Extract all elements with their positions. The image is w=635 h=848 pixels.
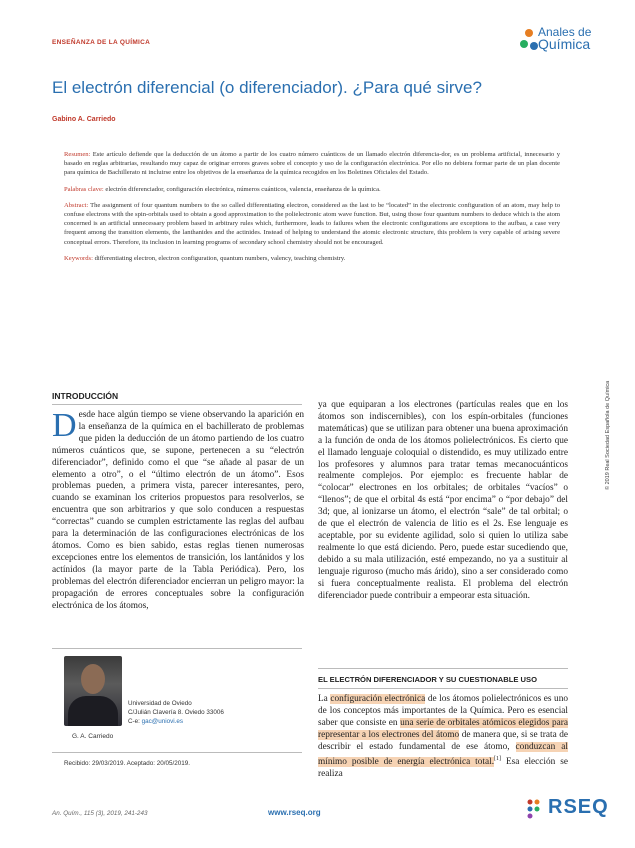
- author-box-divider: [52, 752, 302, 753]
- highlight-configuracion: configuración electrónica: [330, 694, 426, 704]
- highlight-energia: conduzcan al mínimo posible de energía electrónica total.: [318, 741, 568, 767]
- resumen-paragraph: [64, 150, 560, 178]
- anales-logo: [520, 24, 612, 60]
- received-dates: Recibido: 29/03/2019. Aceptado: 20/05/2019.: [64, 760, 191, 767]
- section2-heading: EL ELECTRÓN DIFERENCIADOR Y SU CUESTIONABLE USO: [318, 675, 537, 684]
- resumen-label: Resumen:: [64, 151, 91, 158]
- section2-text-3: de manera que, si se trata de describir el estado fundamental de ese átomo,: [318, 729, 568, 752]
- keywords-label: Keywords:: [64, 254, 93, 262]
- logo-text: [538, 26, 591, 50]
- section2-text-1: La: [318, 694, 328, 704]
- left-column: [52, 407, 304, 612]
- intro-paragraph: [52, 407, 304, 612]
- abstract-text: The assignment of four quantum numbers to the so called differentiating electron, considered as the last to be “located” in the electronic configuration of an atom, may help to confuse electrons with the spin-orbitals used to obtain a good approximation to the polielectronic atom wave function. But, using those four quantum numbers to deduce which is the atom concerned is an artificial unnecessary problem based in arbitrary rules which, furthermore, leads to failures when the electronic configurations are exceptions to the aufbau, a case very frequent among the transition elements, the lanthanides and the actinides. Instead of helping to understand the atomic electronic structure, this problem is very capable of arising severe conceptual errors. Therefore, its inclusion in learning programs of secondary school chemistry should not be encouraged.: [64, 201, 560, 246]
- drop-cap: D: [52, 407, 77, 444]
- keywords-paragraph: [64, 254, 560, 263]
- author-photo: [64, 656, 122, 726]
- article-title: El electrón diferencial (o diferenciador). ¿Para qué sirve?: [52, 78, 482, 97]
- section2-text-4: Esa elección se realiza: [318, 756, 568, 779]
- email-link[interactable]: gac@uniovi.es: [141, 717, 184, 725]
- keywords-text: differentiating electron, electron configuration, quantum numbers, valency, teaching chemistry.: [94, 254, 346, 262]
- section2-text-2: de los átomos polielectrónicos es uno de los conceptos más importantes de la Química. Pero es esencial saber que consiste en: [318, 694, 568, 728]
- article-author: Gabino A. Carriedo: [52, 116, 116, 123]
- highlight-orbitales: una serie de orbitales atómicos elegidos para representar a los electrones del átomo: [318, 717, 568, 740]
- section2-divider: [318, 688, 568, 689]
- author-box-divider-top: [52, 648, 302, 649]
- palabras-label: Palabras clave:: [64, 185, 104, 193]
- logo-line2: Química: [538, 36, 591, 52]
- rseq-text: RSEQ: [548, 796, 609, 818]
- section-tag: ENSEÑANZA DE LA QUÍMICA: [52, 39, 151, 46]
- molecule-icon: [520, 28, 538, 54]
- abstract-paragraph: [64, 201, 560, 247]
- author-affiliation: [128, 700, 224, 726]
- right-column: [318, 400, 568, 602]
- abstract-block: [64, 150, 560, 270]
- intro-heading: INTRODUCCIÓN: [52, 391, 119, 401]
- copyright-vertical: © 2019 Real Sociedad Española de Química: [605, 380, 611, 490]
- affiliation-email-line: [128, 718, 224, 727]
- affiliation-line2: C/Julián Clavería 8. Oviedo 33006: [128, 708, 224, 716]
- intro-left-text: esde hace algún tiempo se viene observando la aparición en la enseñanza de la química en el bachillerato de problemas que piden la deducción de un átomo partiendo de los cuatro números cuánticos que, se supone, pertenecen a su “electrón diferenciador”, definido como el que “se añade al pasar de un elemento a otro”, o el “último electrón de un átomo”. Esos problemas pueden, a primera vista, parecer interesantes, pero, cuando se examinan los criterios propuestos para resolverlos, se encuentra que son arbitrarios y que solo conducen a respuestas “correctas” cuando se cumplen estrictamente las reglas del aufbau para la determinación de las configuraciones electrónicas de los átomos. Como es bien sabido, estas reglas tienen numerosas excepciones entre los elementos de transición, los lantánidos y los actínidos (la mayor parte de la Tabla Periódica). Pero, los problemas del electrón diferenciador encierran un peligro mayor: la propagación de errores conceptuales sobre la configuración electrónica de los átomos,: [52, 410, 304, 611]
- section2-paragraph: [318, 694, 568, 780]
- intro-divider: [52, 404, 302, 405]
- section2-divider-top: [318, 668, 568, 669]
- section2-body: [318, 694, 568, 780]
- rseq-dots-icon: [526, 798, 548, 820]
- rseq-logo: [526, 796, 609, 830]
- resumen-text: Este artículo defiende que la deducción de un átomo a partir de los cuatro número cuánticos de un llamado electrón diferencia-dor, es un problema artificial, innecesario y basado en reglas arbitrarias, resultando muy capaz de originar errores graves sobre el concepto y uso de la configuración electrónica. Por ello no debiera formar parte de un plan docente para química de Bachillerato ni incluirse entre los objetivos de la enseñanza de la química recogidos en los Boletines Oficiales del Estado.: [64, 151, 560, 177]
- affiliation-line1: Universidad de Oviedo: [128, 700, 192, 707]
- photo-caption: G. A. Carriedo: [72, 733, 114, 740]
- footer-citation: An. Quím., 115 (3), 2019, 241-243: [52, 810, 148, 817]
- footer-url[interactable]: www.rseq.org: [268, 808, 321, 817]
- reference-link[interactable]: [1]: [494, 755, 502, 762]
- logo-line1: Anales de: [538, 25, 592, 39]
- abstract-label: Abstract:: [64, 201, 89, 209]
- palabras-text: electrón diferenciador, configuración electrónica, números cuánticos, valencia, enseñanza de la química.: [105, 185, 381, 193]
- email-label: C-e:: [128, 717, 140, 725]
- palabras-paragraph: [64, 185, 560, 194]
- intro-right-text: ya que equiparan a los electrones (partículas reales que en los átomos son indiscernibles), con los espín-orbitales (funciones matemáticas) que se utilizan para obtener una buena aproximación a la función de onda de los átomos polielectrónicos. Es cierto que el llamado lenguaje coloquial o distendido, es muy utilizado entre los profesores y alumnos para tratar temas mecanocuánticos realmente complejos. Por ejemplo: es frecuente hablar de “colocar” electrones en los orbitales; de orbitales “vacíos” o “llenos”; de que el orbital 4s está “por encima” o “por debajo” del 3d; que, al ionizarse un átomo, el electrón “sale” de tal orbital; o de que el electrón de valencia de litio es el 2s. Ese lenguaje es aceptable, por su evidente agilidad, solo si quien lo utiliza sabe realmente lo que está diciendo. Pero, puede estar sucediendo que, debido a su mala utilización, esté empezando, no ya a sustituir al lenguaje riguroso (mucho más árido), sino a ser considerado como si fuera conceptualmente realista. El problema del electrón diferenciador puede contribuir a empeorar esta situación.: [318, 400, 568, 601]
